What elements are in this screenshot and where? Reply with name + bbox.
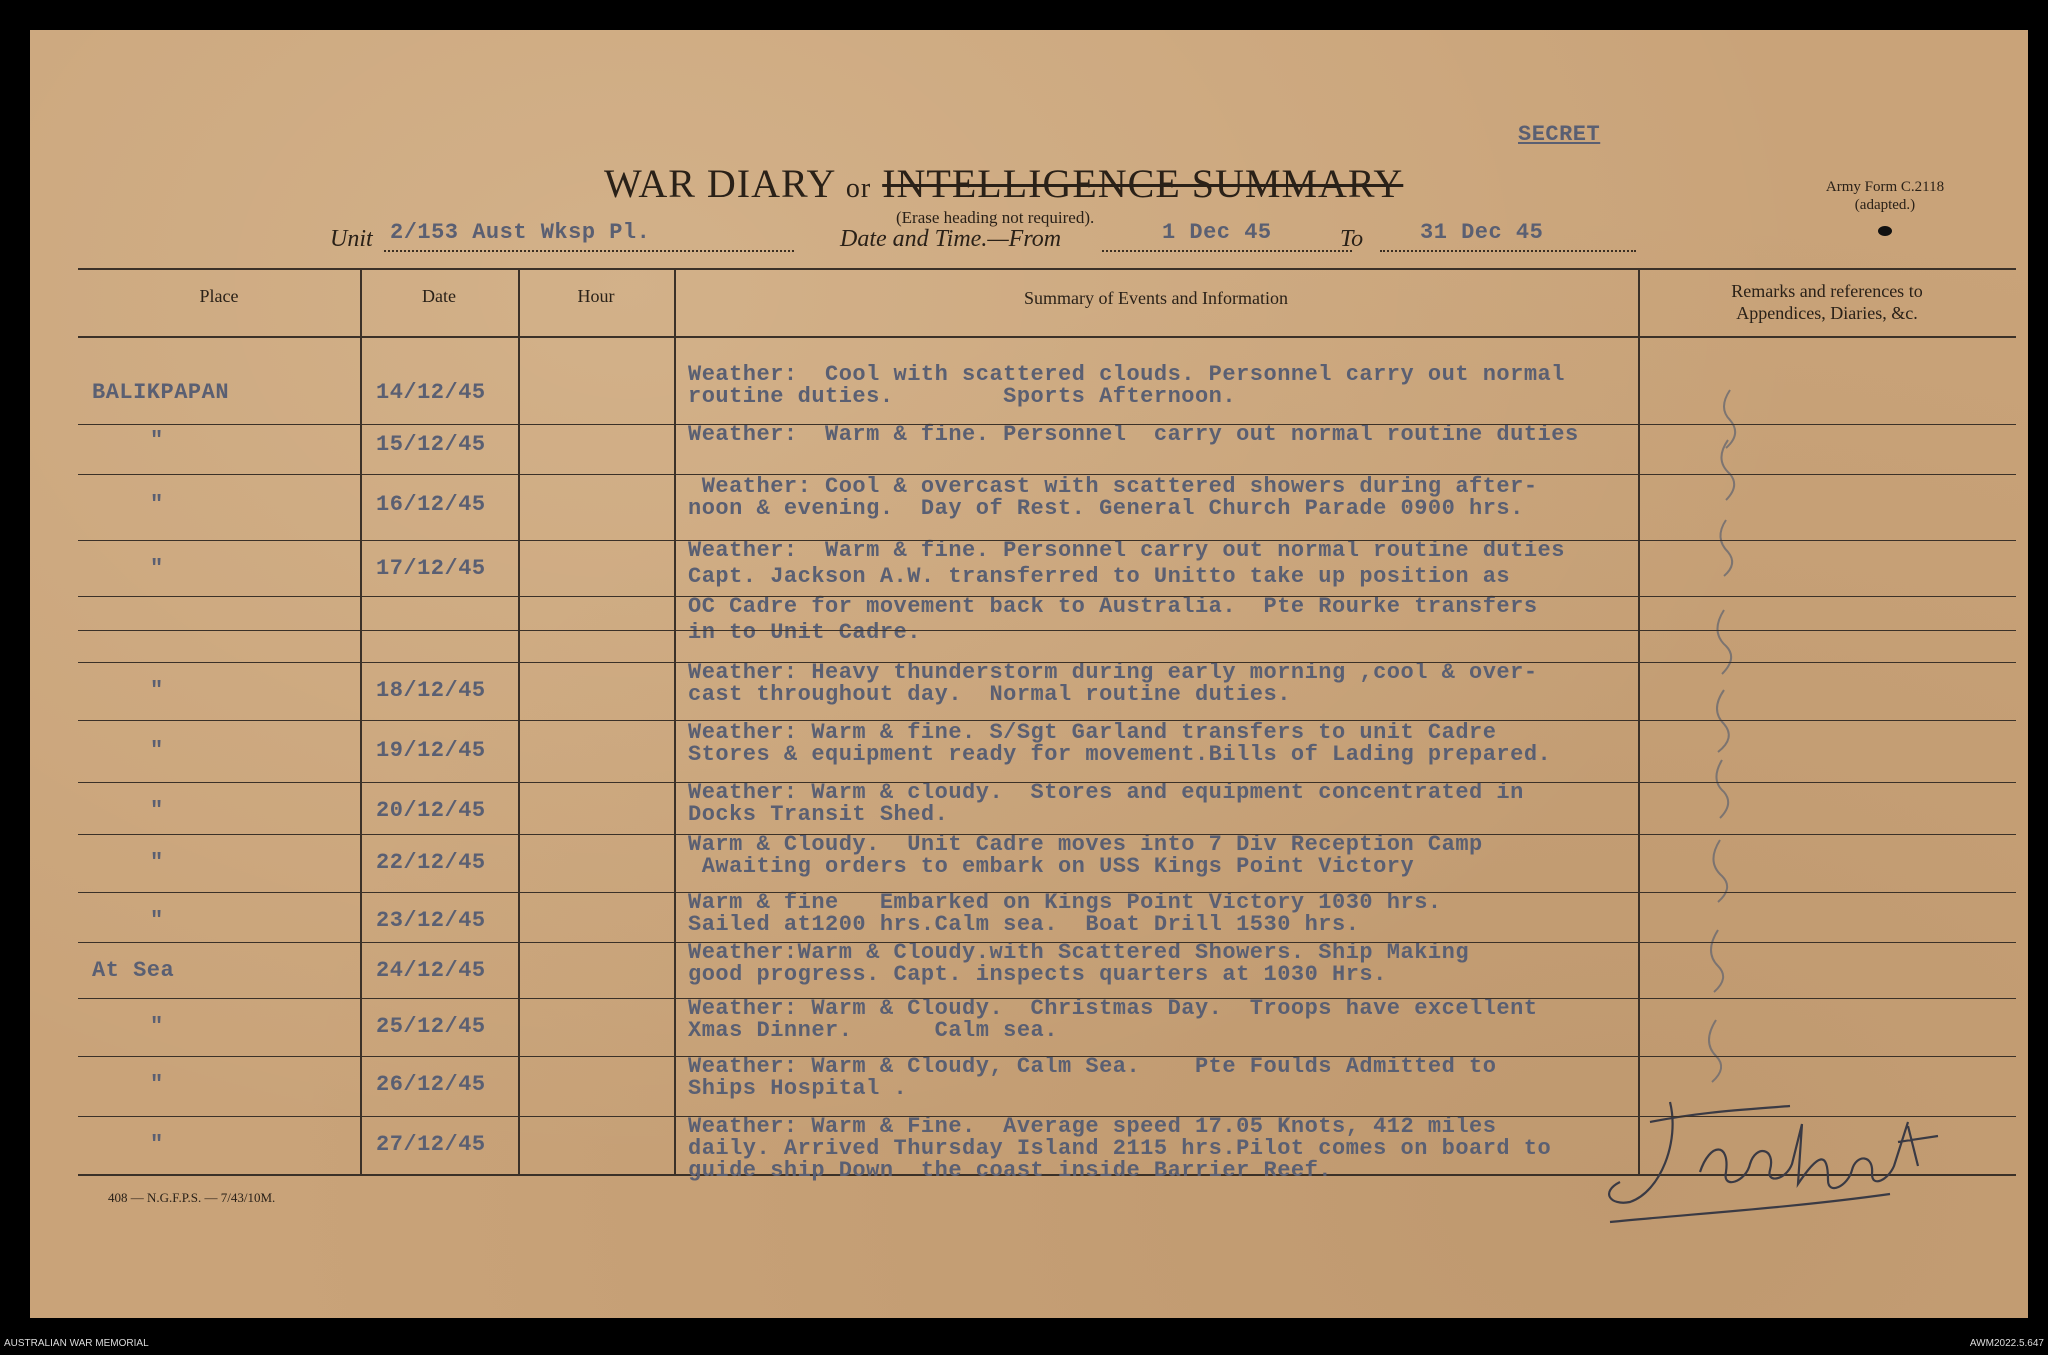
row-date: 15/12/45: [376, 432, 486, 457]
date-from-value: 1 Dec 45: [1162, 220, 1272, 245]
page-title: [604, 160, 1403, 207]
summary-line: Stores & equipment ready for movement.Bills of Lading prepared.: [688, 742, 1552, 767]
row-rule: [78, 834, 2016, 835]
row-summary: [688, 1116, 1551, 1182]
print-code: 408 — N.G.F.P.S. — 7/43/10M.: [108, 1190, 276, 1205]
date-to-field: [1380, 218, 1636, 252]
date-to-label: To: [1340, 226, 1364, 252]
summary-line: Weather:Warm & Cloudy.with Scattered Showers. Ship Making: [688, 940, 1470, 965]
row-summary: [688, 364, 1565, 408]
row-date: 27/12/45: [376, 1132, 486, 1157]
summary-line: Weather: Warm & fine. S/Sgt Garland transfers to unit Cadre: [688, 720, 1497, 745]
summary-line: noon & evening. Day of Rest. General Church Parade 0900 hrs.: [688, 496, 1524, 521]
row-summary: [688, 476, 1538, 520]
row-place: ": [150, 1014, 164, 1039]
row-summary: [688, 540, 1565, 644]
ink-blot: [1878, 226, 1892, 236]
col-header-remarks: [1638, 280, 2016, 324]
title-intelligence-summary: INTELLIGENCE SUMMARY: [882, 161, 1404, 206]
row-summary: [688, 662, 1538, 706]
row-rule: [78, 596, 2016, 597]
war-diary-sheet: [30, 30, 2028, 1318]
col-divider-summary: [1638, 268, 1640, 1174]
row-date: 17/12/45: [376, 556, 486, 581]
summary-line: Weather: Warm & fine. Personnel carry out normal routine duties: [688, 538, 1565, 563]
secret-stamp: SECRET: [1518, 122, 1601, 147]
title-or: or: [845, 173, 872, 204]
col-divider-place: [360, 268, 362, 1174]
row-place: ": [150, 850, 164, 875]
date-time-label: Date and Time.—From: [840, 226, 1062, 252]
row-summary: [688, 942, 1469, 986]
row-date: 23/12/45: [376, 908, 486, 933]
summary-line: Weather: Warm & Fine. Average speed 17.05 Knots, 412 miles: [688, 1114, 1497, 1139]
row-rule: [78, 630, 2016, 631]
col-header-summary: Summary of Events and Information: [1024, 288, 1288, 308]
col-header-hour: Hour: [577, 286, 615, 306]
summary-line: guide ship Down the coast inside Barrier Reef.: [688, 1158, 1333, 1183]
col-divider-hour: [674, 268, 676, 1174]
row-rule: [78, 662, 2016, 663]
row-rule: [78, 892, 2016, 893]
row-place: ": [150, 1072, 164, 1097]
summary-line: Weather: Warm & Cloudy. Christmas Day. Troops have excellent: [688, 996, 1538, 1021]
date-to-value: 31 Dec 45: [1420, 220, 1544, 245]
army-form-line1: Army Form C.2118: [1825, 179, 1945, 195]
row-place: ": [150, 798, 164, 823]
row-date: 16/12/45: [376, 492, 486, 517]
army-form-line2: (adapted.): [1854, 197, 1916, 213]
row-place: ": [150, 556, 164, 581]
row-summary: [688, 892, 1442, 936]
row-place: BALIKPAPAN: [92, 380, 230, 405]
col-divider-date: [518, 268, 520, 1174]
summary-line: Awaiting orders to embark on USS Kings Point Victory: [688, 854, 1415, 879]
summary-line: Xmas Dinner. Calm sea.: [688, 1018, 1058, 1043]
row-rule: [78, 424, 2016, 425]
title-war-diary: WAR DIARY: [604, 161, 835, 206]
row-place: ": [150, 492, 164, 517]
date-from-field: [1102, 218, 1352, 252]
row-date: 18/12/45: [376, 678, 486, 703]
row-date: 25/12/45: [376, 1014, 486, 1039]
row-place: ": [150, 428, 164, 453]
row-date: 22/12/45: [376, 850, 486, 875]
unit-value: 2/153 Aust Wksp Pl.: [390, 220, 651, 245]
row-date: 14/12/45: [376, 380, 486, 405]
summary-line: Warm & fine Embarked on Kings Point Victory 1030 hrs.: [688, 890, 1442, 915]
summary-line: Weather: Cool & overcast with scattered showers during after-: [688, 474, 1538, 499]
col-header-date: Date: [422, 286, 456, 306]
summary-line: Weather: Warm & fine. Personnel carry out normal routine duties: [688, 422, 1579, 447]
row-place: ": [150, 1132, 164, 1157]
summary-line: OC Cadre for movement back to Australia. Pte Rourke transfers: [688, 594, 1538, 619]
row-rule: [78, 540, 2016, 541]
summary-line: Weather: Warm & Cloudy, Calm Sea. Pte Foulds Admitted to: [688, 1054, 1497, 1079]
table-top-rule: [78, 268, 2016, 270]
summary-line: Warm & Cloudy. Unit Cadre moves into 7 Div Reception Camp: [688, 832, 1483, 857]
summary-line: Ships Hospital .: [688, 1076, 908, 1101]
signature-image: [1590, 1082, 2010, 1232]
summary-line: Docks Transit Shed.: [688, 802, 949, 827]
row-date: 26/12/45: [376, 1072, 486, 1097]
summary-line: daily. Arrived Thursday Island 2115 hrs.Pilot comes on board to: [688, 1136, 1552, 1161]
army-form-label: [1780, 178, 1990, 214]
row-place: At Sea: [92, 958, 175, 983]
summary-line: routine duties. Sports Afternoon.: [688, 384, 1237, 409]
row-summary: [688, 1056, 1496, 1100]
row-summary: [688, 424, 1579, 446]
erase-note: (Erase heading not required).: [896, 208, 1095, 227]
col-header-place: Place: [199, 286, 239, 306]
summary-line: in to Unit Cadre.: [688, 620, 921, 645]
pencil-tick-marks: [1670, 370, 1790, 1110]
table-header-rule: [78, 336, 2016, 338]
summary-line: good progress. Capt. inspects quarters at 1030 Hrs.: [688, 962, 1387, 987]
row-rule: [78, 1056, 2016, 1057]
row-rule: [78, 474, 2016, 475]
summary-line: Capt. Jackson A.W. transferred to Unitto take up position as: [688, 564, 1511, 589]
summary-line: Weather: Cool with scattered clouds. Personnel carry out normal: [688, 362, 1565, 387]
row-summary: [688, 834, 1483, 878]
row-summary: [688, 782, 1524, 826]
summary-line: cast throughout day. Normal routine duties.: [688, 682, 1291, 707]
row-rule: [78, 1116, 2016, 1117]
row-date: 20/12/45: [376, 798, 486, 823]
row-place: ": [150, 908, 164, 933]
remarks-line1: Remarks and references to: [1731, 281, 1923, 301]
unit-field: [384, 218, 794, 252]
row-rule: [78, 998, 2016, 999]
summary-line: Weather: Heavy thunderstorm during early morning ,cool & over-: [688, 660, 1538, 685]
row-date: 24/12/45: [376, 958, 486, 983]
row-rule: [78, 782, 2016, 783]
row-summary: [688, 722, 1551, 766]
row-rule: [78, 720, 2016, 721]
summary-line: Weather: Warm & cloudy. Stores and equipment concentrated in: [688, 780, 1524, 805]
row-place: ": [150, 678, 164, 703]
caption-right: AWM2022.5.647: [1969, 1338, 2044, 1349]
summary-line: Sailed at1200 hrs.Calm sea. Boat Drill 1530 hrs.: [688, 912, 1360, 937]
row-summary: [688, 998, 1538, 1042]
row-place: ": [150, 738, 164, 763]
caption-left: AUSTRALIAN WAR MEMORIAL: [4, 1338, 149, 1349]
row-date: 19/12/45: [376, 738, 486, 763]
remarks-line2: Appendices, Diaries, &c.: [1736, 303, 1918, 323]
row-rule: [78, 942, 2016, 943]
unit-label: Unit: [330, 226, 373, 252]
